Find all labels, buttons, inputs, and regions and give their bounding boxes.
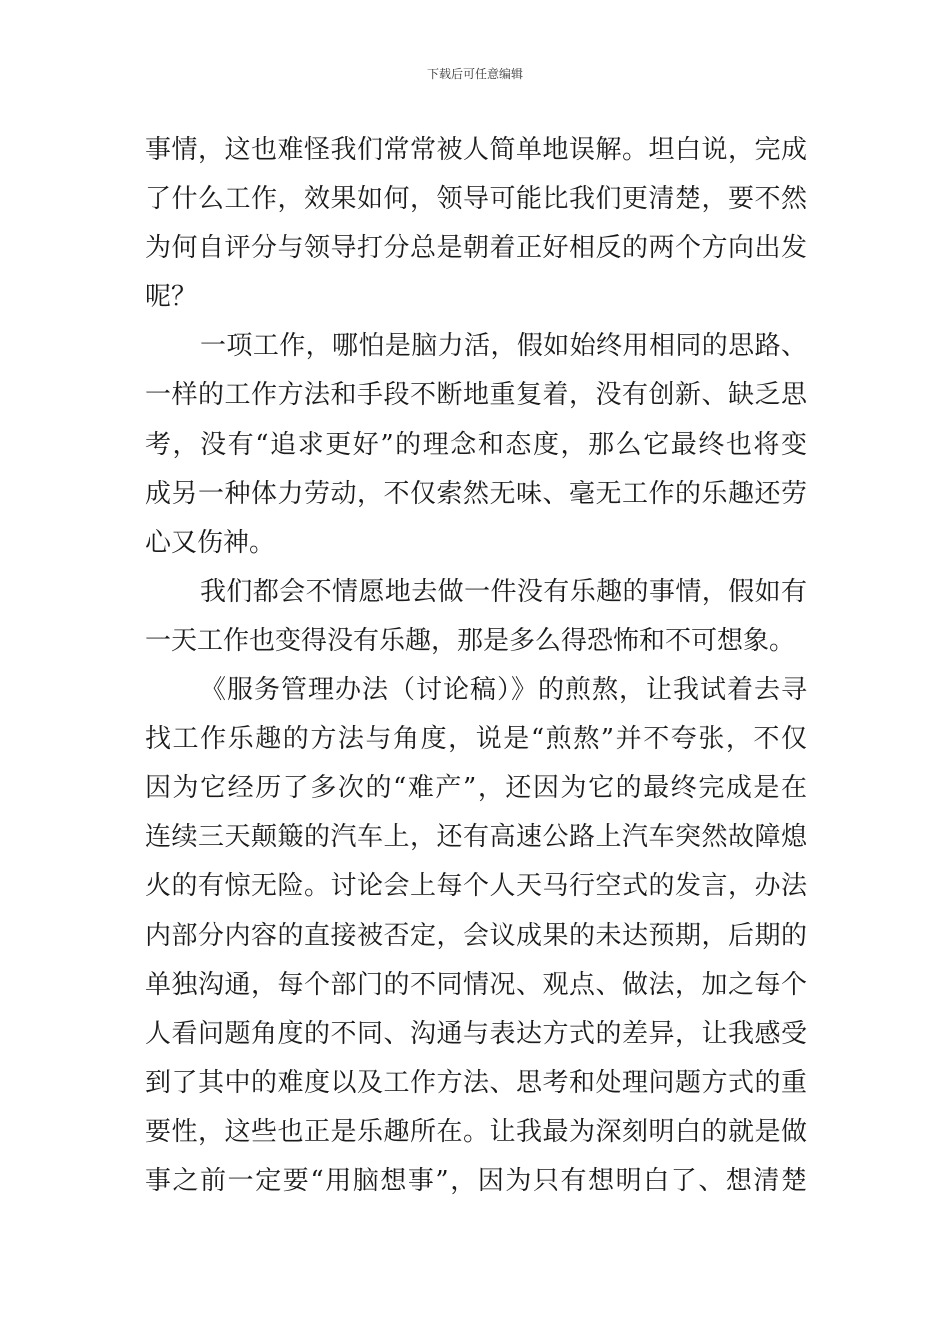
text-line: 心又伤神。 [145, 527, 276, 558]
text-line: 我们都会不情愿地去做一件没有乐趣的事情，假如有 [200, 576, 807, 607]
text-line: 一项工作，哪怕是脑力活，假如始终用相同的思路、 [200, 331, 807, 362]
text-line: 人看问题角度的不同、沟通与表达方式的差异，让我感受 [145, 1018, 807, 1049]
text-line: 找工作乐趣的方法与角度，说是“煎熬”并不夸张，不仅 [145, 724, 807, 755]
text-line: 了什么工作，效果如何，领导可能比我们更清楚，要不然 [145, 184, 807, 215]
text-line: 因为它经历了多次的“难产”，还因为它的最终完成是在 [145, 773, 807, 804]
text-line: 为何自评分与领导打分总是朝着正好相反的两个方向出发 [145, 233, 807, 264]
page-header: 下载后可任意编辑 [426, 67, 523, 81]
text-line: 考，没有“追求更好”的理念和态度，那么它最终也将变 [145, 429, 807, 460]
text-line: 要性，这些也正是乐趣所在。让我最为深刻明白的就是做 [145, 1116, 807, 1147]
text-line: 《服务管理办法（讨论稿）》的煎熬，让我试着去寻 [200, 675, 807, 706]
text-line: 事之前一定要“用脑想事”，因为只有想明白了、想清楚 [145, 1165, 807, 1196]
text-line: 单独沟通，每个部门的不同情况、观点、做法，加之每个 [145, 969, 807, 1000]
text-line: 连续三天颠簸的汽车上，还有高速公路上汽车突然故障熄 [145, 822, 807, 853]
document-body [145, 126, 807, 1206]
text-line: 一天工作也变得没有乐趣，那是多么得恐怖和不可想象。 [145, 625, 796, 656]
text-line: 一样的工作方法和手段不断地重复着，没有创新、缺乏思 [145, 380, 807, 411]
text-line: 成另一种体力劳动，不仅索然无味、毫无工作的乐趣还劳 [145, 478, 807, 509]
text-line: 到了其中的难度以及工作方法、思考和处理问题方式的重 [145, 1067, 807, 1098]
text-line: 事情，这也难怪我们常常被人简单地误解。坦白说，完成 [145, 135, 807, 165]
text-line: 火的有惊无险。讨论会上每个人天马行空式的发言，办法 [145, 871, 807, 902]
text-line: 呢？ [145, 282, 198, 313]
text-line: 内部分内容的直接被否定，会议成果的未达预期，后期的 [145, 920, 807, 951]
